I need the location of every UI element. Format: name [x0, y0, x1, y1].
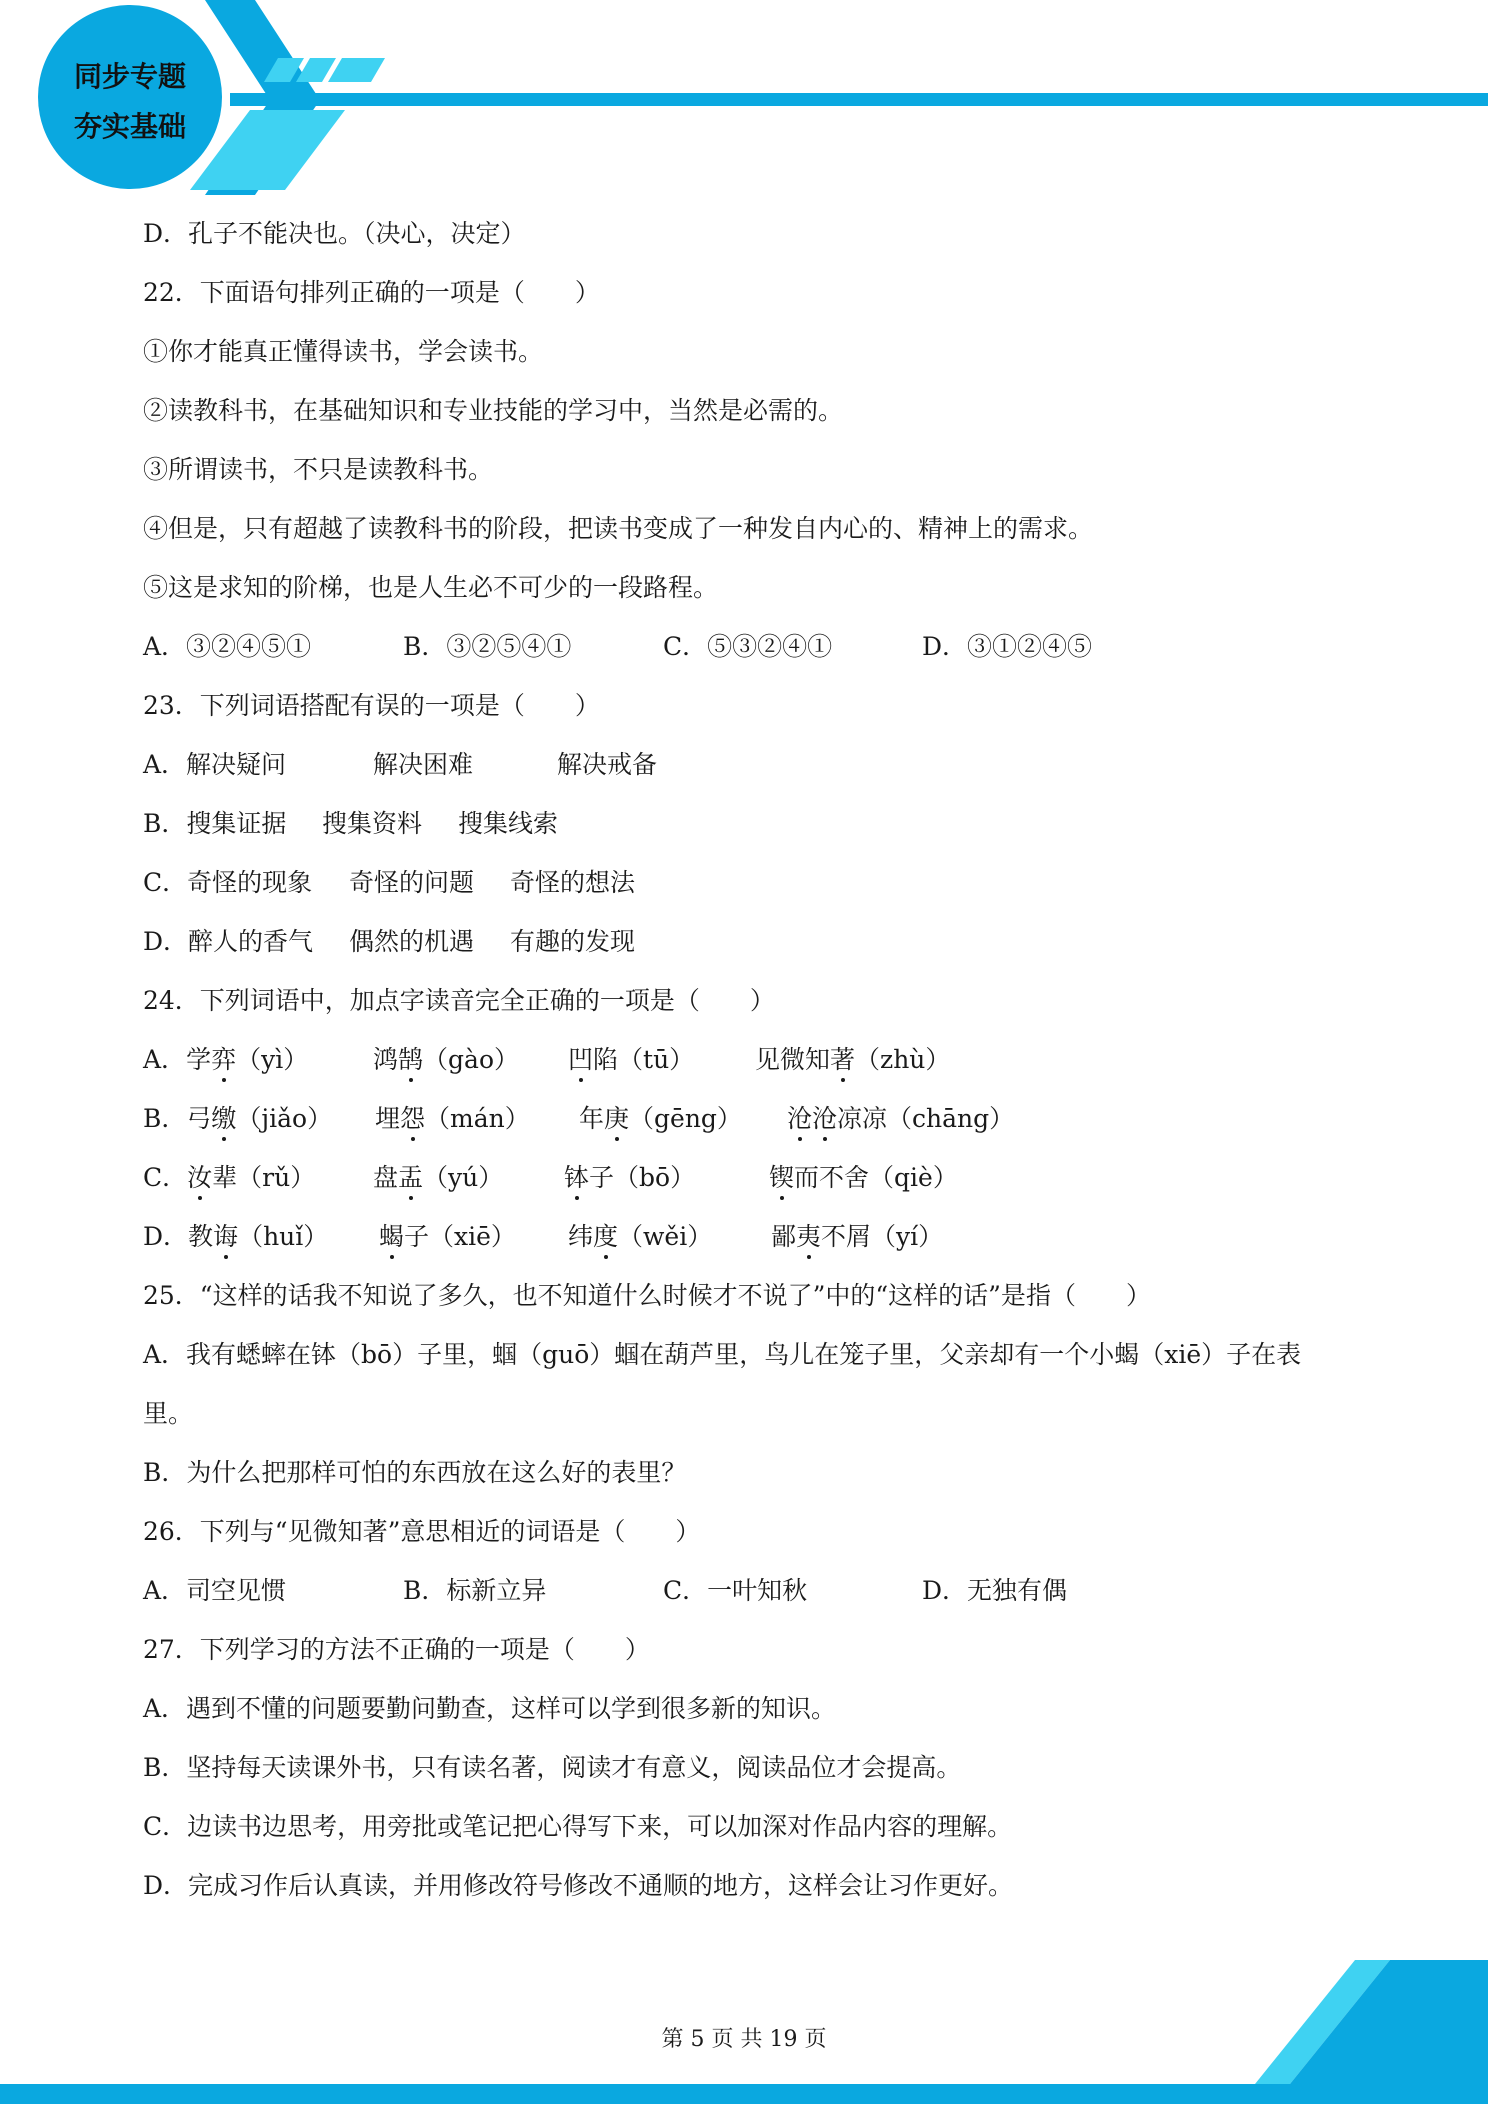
q22-option-d: D．③①②④⑤: [922, 632, 1093, 661]
dotted-char: 怨: [400, 1099, 425, 1135]
q24-a-label: A．: [143, 1045, 187, 1074]
q22-sentence-2: ②读教科书，在基础知识和专业技能的学习中，当然是必需的。: [143, 396, 844, 425]
badge-line-1: 同步专题: [73, 60, 186, 93]
plain-char: 见微知: [755, 1045, 831, 1074]
q24-a-word-4: [755, 1040, 950, 1076]
dotted-char: 蝎: [379, 1217, 404, 1253]
header-badge: [40, 12, 220, 192]
q24-c-word-3: [564, 1158, 695, 1194]
header-banner: [0, 0, 1488, 200]
q27-option-b: B．坚持每天读课外书，只有读名著，阅读才有意义，阅读品位才会提高。: [143, 1753, 962, 1782]
pinyin: （rǔ）: [237, 1163, 316, 1192]
q23-b-word-2: 搜集资料: [322, 809, 423, 838]
q24-stem: 24．下列词语中，加点字读音完全正确的一项是（ ）: [143, 986, 775, 1015]
q23-a-word-3: 解决戒备: [557, 750, 658, 779]
q24-a-word-2: [373, 1040, 519, 1076]
dotted-char: 度: [593, 1217, 618, 1253]
q24-d-word-1: [143, 1217, 328, 1253]
plain-char: 教: [188, 1222, 214, 1251]
plain-char: 鄙: [771, 1222, 797, 1251]
pinyin: （zhù）: [855, 1045, 951, 1074]
q24-a-word-3: [568, 1040, 694, 1076]
q23-c-word-2: 奇怪的问题: [349, 868, 475, 897]
q22-sentence-5: ⑤这是求知的阶梯，也是人生必不可少的一段路程。: [143, 573, 719, 602]
q23-a-word-1: A．解决疑问: [143, 750, 287, 779]
plain-char: 盘: [373, 1163, 399, 1192]
q27-option-c: C．边读书边思考，用旁批或笔记把心得写下来，可以加深对作品内容的理解。: [143, 1812, 1013, 1841]
header-slash-3: [328, 58, 385, 82]
pinyin: （yí）: [871, 1222, 944, 1251]
q23-c-word-3: 奇怪的想法: [510, 868, 636, 897]
q24-a-word-1: [143, 1040, 308, 1076]
q24-b-word-4: [787, 1099, 1014, 1135]
plain-char: 鸿: [373, 1045, 399, 1074]
pinyin: （yú）: [423, 1163, 504, 1192]
plain-char: 辈: [212, 1163, 238, 1192]
dotted-char: 凹: [568, 1040, 593, 1076]
pinyin: （chāng）: [887, 1104, 1015, 1133]
q22-option-b: B．③②⑤④①: [403, 632, 572, 661]
q23-d-word-1: D．醉人的香气: [143, 927, 314, 956]
q23-b-word-3: 搜集线索: [458, 809, 559, 838]
dotted-char: 诲: [213, 1217, 238, 1253]
q23-d-word-2: 偶然的机遇: [349, 927, 475, 956]
badge-line-2: 夯实基础: [73, 110, 186, 143]
dotted-char: 庚: [604, 1099, 629, 1135]
q23-stem: 23．下列词语搭配有误的一项是（ ）: [143, 691, 600, 720]
plain-char: 学: [186, 1045, 212, 1074]
dotted-char: 夷: [796, 1217, 821, 1253]
pinyin: （qiè）: [869, 1163, 958, 1192]
footer-bar: [0, 2084, 1488, 2104]
header-slash-2: [296, 58, 336, 82]
q21-option-d: D．孔子不能决也。（决心，决定）: [143, 219, 526, 248]
q24-c-word-4: [769, 1158, 958, 1194]
q26-option-c: C．一叶知秋: [663, 1576, 808, 1605]
q24-d-word-2: [379, 1217, 516, 1253]
q22-sentence-3: ③所谓读书，不只是读教科书。: [143, 455, 494, 484]
q22-sentence-4: ④但是，只有超越了读教科书的阶段，把读书变成了一种发自内心的、精神上的需求。: [143, 514, 1094, 543]
q24-c-label: C．: [143, 1163, 188, 1192]
page-number: 第 5 页 共 19 页: [661, 2027, 827, 2052]
pinyin: （gào）: [423, 1045, 519, 1074]
q23-a-word-2: 解决困难: [373, 750, 474, 779]
q24-d-word-4: [771, 1217, 943, 1253]
q22-stem: 22．下面语句排列正确的一项是（ ）: [143, 278, 600, 307]
q24-d-word-3: [568, 1217, 712, 1253]
q24-b-word-3: [579, 1099, 742, 1135]
plain-char: 纬: [568, 1222, 594, 1251]
q26-stem: 26．下列与“见微知著”意思相近的词语是（ ）: [143, 1517, 701, 1546]
dotted-char: 弈: [211, 1040, 236, 1076]
pinyin: （yì）: [236, 1045, 309, 1074]
plain-char: 陷: [593, 1045, 619, 1074]
plain-char: 埋: [375, 1104, 401, 1133]
plain-char: 弓: [186, 1104, 212, 1133]
header-stripe: [230, 93, 1488, 106]
plain-char: 而不舍: [794, 1163, 870, 1192]
pinyin: （wěi）: [618, 1222, 713, 1251]
q25-option-a-line-2: 里。: [143, 1399, 194, 1428]
q24-c-word-2: [373, 1158, 503, 1194]
dotted-char: 锲: [769, 1158, 794, 1194]
q24-b-label: B．: [143, 1104, 187, 1133]
footer-banner: [0, 1950, 1488, 2104]
pinyin: （jiǎo）: [236, 1104, 333, 1133]
q27-option-d: D．完成习作后认真读，并用修改符号修改不通顺的地方，这样会让习作更好。: [143, 1871, 1014, 1900]
q22-option-c: C．⑤③②④①: [663, 632, 833, 661]
q22-sentence-1: ①你才能真正懂得读书，学会读书。: [143, 337, 544, 366]
pinyin: （tū）: [618, 1045, 695, 1074]
pinyin: （xiē）: [429, 1222, 516, 1251]
plain-char: 不屑: [821, 1222, 872, 1251]
dotted-char: 鹄: [398, 1040, 423, 1076]
dotted-char: 沧: [812, 1099, 837, 1135]
q23-c-word-1: C．奇怪的现象: [143, 868, 313, 897]
q25-stem: 25．“这样的话我不知说了多久，也不知道什么时候才不说了”中的“这样的话”是指（ ）: [143, 1281, 1151, 1310]
plain-char: 年: [579, 1104, 605, 1133]
dotted-char: 盂: [398, 1158, 423, 1194]
q25-option-b: B．为什么把那样可怕的东西放在这么好的表里？: [143, 1458, 687, 1487]
plain-char: 子: [589, 1163, 615, 1192]
pinyin: （huǐ）: [238, 1222, 329, 1251]
q25-option-a-line-1: A．我有蟋蟀在钵（bō）子里，蝈（guō）蝈在葫芦里，鸟儿在笼子里，父亲却有一个小蝎（xiē）子在表: [143, 1340, 1302, 1369]
q23-b-word-1: B．搜集证据: [143, 809, 287, 838]
dotted-char: 著: [830, 1040, 855, 1076]
q24-b-word-1: [143, 1099, 332, 1135]
q24-c-word-1: [143, 1158, 315, 1194]
q26-option-d: D．无独有偶: [922, 1576, 1068, 1605]
plain-char: 子: [404, 1222, 430, 1251]
pinyin: （bō）: [614, 1163, 696, 1192]
q27-stem: 27．下列学习的方法不正确的一项是（ ）: [143, 1635, 650, 1664]
dotted-char: 沧: [787, 1099, 812, 1135]
q26-option-b: B．标新立异: [403, 1576, 547, 1605]
q24-b-word-2: [375, 1099, 530, 1135]
pinyin: （mán）: [425, 1104, 530, 1133]
pinyin: （gēng）: [629, 1104, 742, 1133]
q23-d-word-3: 有趣的发现: [510, 927, 636, 956]
dotted-char: 汝: [187, 1158, 212, 1194]
dotted-char: 钵: [564, 1158, 589, 1194]
dotted-char: 缴: [211, 1099, 236, 1135]
q22-option-a: A．③②④⑤①: [143, 632, 312, 661]
q24-d-label: D．: [143, 1222, 189, 1251]
q27-option-a: A．遇到不懂的问题要勤问勤查，这样可以学到很多新的知识。: [143, 1694, 837, 1723]
plain-char: 凉凉: [837, 1104, 888, 1133]
q26-option-a: A．司空见惯: [143, 1576, 287, 1605]
